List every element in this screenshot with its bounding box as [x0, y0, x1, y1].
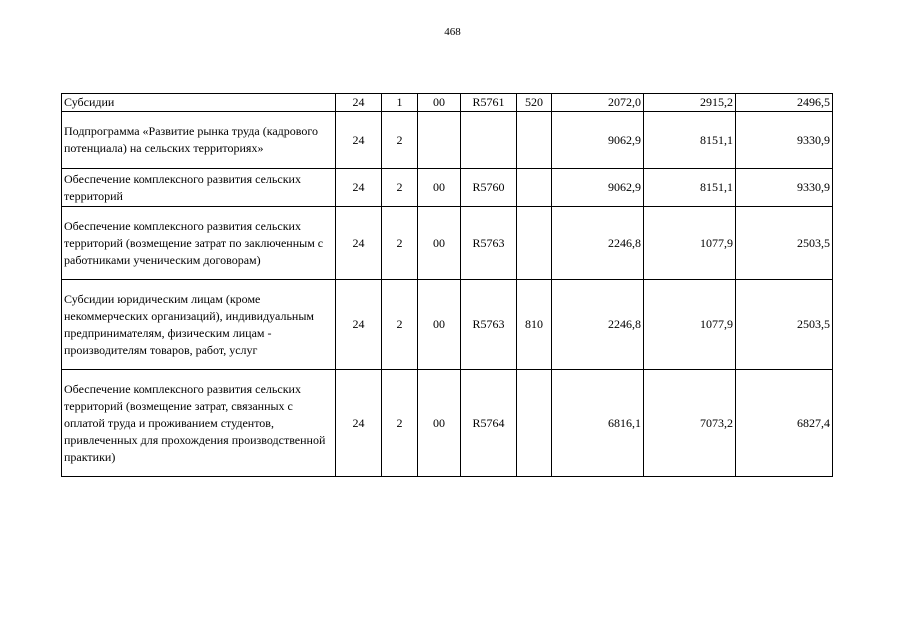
code-cell: R5764: [461, 370, 517, 477]
code-cell: 24: [336, 207, 382, 280]
row-name-cell: Обеспечение комплексного развития сельских территорий: [62, 169, 336, 207]
row-name-cell: Подпрограмма «Развитие рынка труда (кадрового потенциала) на сельских территориях»: [62, 112, 336, 169]
code-cell: 520: [517, 94, 552, 112]
amount-cell: 2503,5: [736, 207, 833, 280]
code-cell: R5761: [461, 94, 517, 112]
code-cell: R5760: [461, 169, 517, 207]
code-cell: 2: [382, 207, 418, 280]
code-cell: 24: [336, 280, 382, 370]
amount-cell: 2503,5: [736, 280, 833, 370]
code-cell: 24: [336, 169, 382, 207]
amount-cell: 9330,9: [736, 112, 833, 169]
amount-cell: 9062,9: [552, 112, 644, 169]
code-cell: 2: [382, 280, 418, 370]
code-cell: 24: [336, 370, 382, 477]
code-cell: [461, 112, 517, 169]
code-cell: 00: [418, 370, 461, 477]
table-row: [62, 207, 833, 280]
code-cell: 24: [336, 112, 382, 169]
code-cell: [517, 370, 552, 477]
code-cell: [517, 169, 552, 207]
code-cell: 2: [382, 112, 418, 169]
code-cell: [418, 112, 461, 169]
code-cell: 00: [418, 94, 461, 112]
code-cell: R5763: [461, 280, 517, 370]
amount-cell: 8151,1: [644, 169, 736, 207]
code-cell: R5763: [461, 207, 517, 280]
code-cell: 2: [382, 169, 418, 207]
amount-cell: 2246,8: [552, 207, 644, 280]
code-cell: 00: [418, 169, 461, 207]
code-cell: [517, 112, 552, 169]
amount-cell: 2246,8: [552, 280, 644, 370]
page-number: 468: [444, 26, 461, 38]
code-cell: [517, 207, 552, 280]
amount-cell: 7073,2: [644, 370, 736, 477]
amount-cell: 6816,1: [552, 370, 644, 477]
amount-cell: 1077,9: [644, 207, 736, 280]
table-row: [62, 112, 833, 169]
amount-cell: 2915,2: [644, 94, 736, 112]
row-name-cell: Субсидии юридическим лицам (кроме некоммерческих организаций), индивидуальным предпринимателям, физическим лицам - производителям товаров, работ, услуг: [62, 280, 336, 370]
amount-cell: 2072,0: [552, 94, 644, 112]
code-cell: 2: [382, 370, 418, 477]
amount-cell: 9062,9: [552, 169, 644, 207]
budget-table: [61, 93, 833, 477]
row-name-cell: Обеспечение комплексного развития сельских территорий (возмещение затрат по заключенным с работниками ученическим договорам): [62, 207, 336, 280]
table-row: [62, 94, 833, 112]
code-cell: 00: [418, 207, 461, 280]
table-row: [62, 280, 833, 370]
table-row: [62, 370, 833, 477]
code-cell: 00: [418, 280, 461, 370]
amount-cell: 6827,4: [736, 370, 833, 477]
amount-cell: 9330,9: [736, 169, 833, 207]
row-name-cell: Обеспечение комплексного развития сельских территорий (возмещение затрат, связанных с оплатой труда и проживанием студентов, привлеченных для прохождения производственной практики): [62, 370, 336, 477]
row-name-cell: Субсидии: [62, 94, 336, 112]
amount-cell: 8151,1: [644, 112, 736, 169]
amount-cell: 1077,9: [644, 280, 736, 370]
code-cell: 810: [517, 280, 552, 370]
amount-cell: 2496,5: [736, 94, 833, 112]
code-cell: 1: [382, 94, 418, 112]
table-row: [62, 169, 833, 207]
code-cell: 24: [336, 94, 382, 112]
